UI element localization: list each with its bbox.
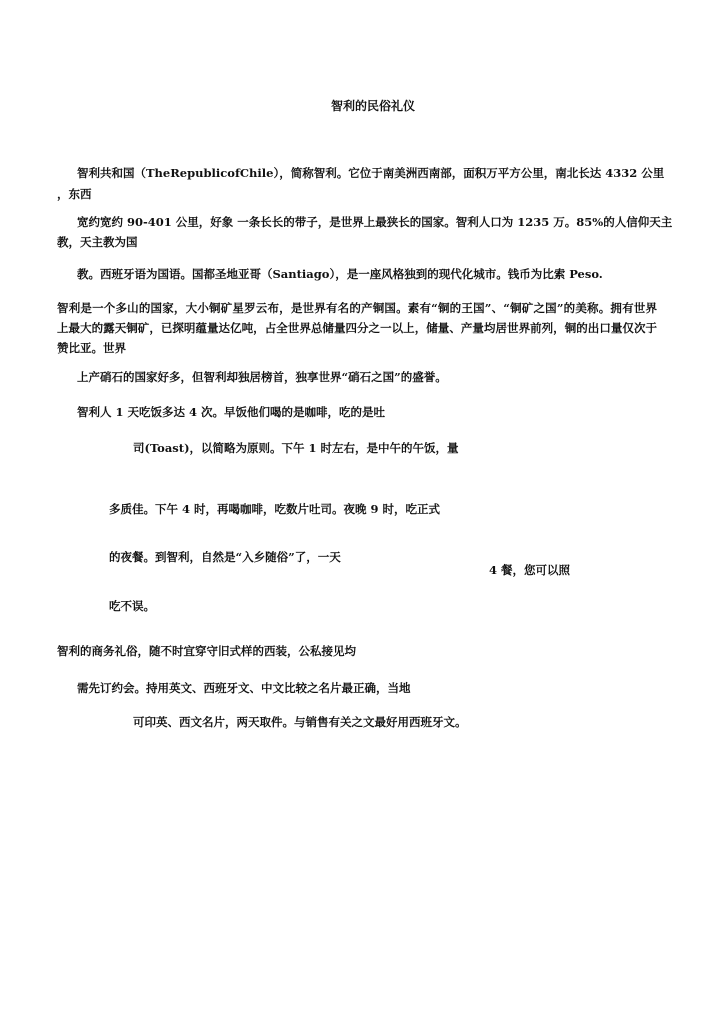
paragraph-line: 智利共和国（TheRepublicofChile），简称智利。它位于南美洲西南部，面积万平方公里，南北长达 4332 公里 <box>77 166 665 180</box>
document-title: 智利的民俗礼仪 <box>331 99 416 113</box>
paragraph-line: 教。西班牙语为国语。国都圣地亚哥（Santiago），是一座风格独到的现代化城市。钱币为比索 Peso. <box>77 267 603 281</box>
paragraph-line: 4 餐，您可以照 <box>489 563 571 577</box>
paragraph-line: 宽约宽约 90-401 公里，好象 一条长长的带子，是世界上最狭长的国家。智利人口为 1235 万。85%的人信仰天主 <box>77 215 673 229</box>
paragraph-line: 教，天主教为国 <box>57 235 138 249</box>
paragraph: 智利是一个多山的国家，大小铜矿星罗云布，是世界有名的产铜国。素有“铜的王国”、“铜矿之国”的美称。拥有世界上最大的露天铜矿，已探明蕴量达亿吨，占全世界总储量四分之一以上，储量、产量均居世界前列，铜的出口量仅次于赞比亚。世界 <box>57 301 657 355</box>
paragraph-line: 吃不误。 <box>109 599 155 613</box>
paragraph-line: 智利的商务礼俗，随不时宜穿守旧式样的西装，公私接见均 <box>57 644 356 658</box>
paragraph-line: 可印英、西文名片，两天取件。与销售有关之文最好用西班牙文。 <box>133 715 467 729</box>
paragraph-line: 需先订约会。持用英文、西班牙文、中文比较之名片最正确，当地 <box>77 681 411 695</box>
paragraph-line: 多质佳。下午 4 时，再喝咖啡，吃数片吐司。夜晚 9 时，吃正式 <box>109 502 441 516</box>
paragraph-line: 的夜餐。到智利，自然是“入乡随俗”了，一天 <box>109 550 341 564</box>
paragraph-line: 上产硝石的国家好多，但智利却独居榜首，独享世界“硝石之国”的盛誉。 <box>77 370 447 384</box>
paragraph-line: ，东西 <box>57 187 92 201</box>
paragraph-line: 司(Toast)，以简略为原则。下午 1 时左右，是中午的午饭，量 <box>133 441 459 455</box>
paragraph-line: 智利人 1 天吃饭多达 4 次。早饭他们喝的是咖啡，吃的是吐 <box>77 405 386 419</box>
